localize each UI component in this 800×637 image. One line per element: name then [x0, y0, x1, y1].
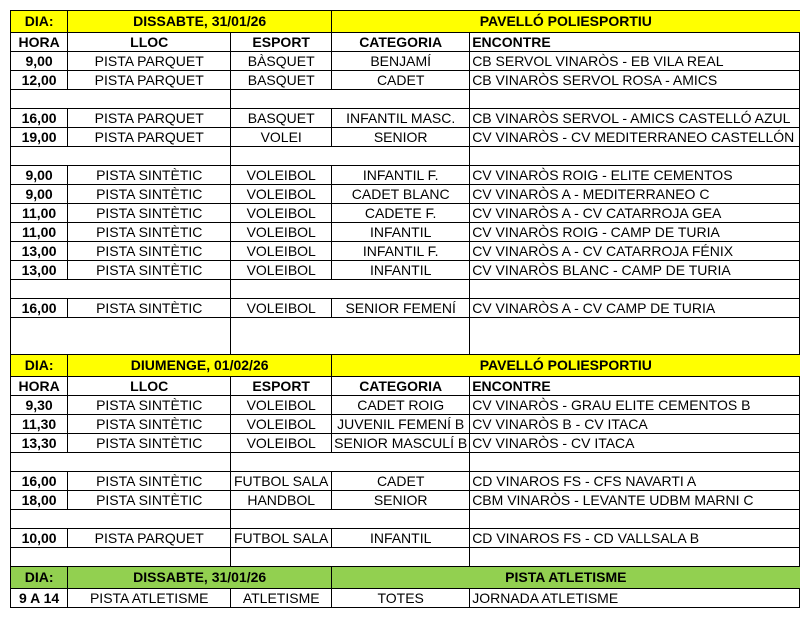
spacer-row: [11, 147, 800, 166]
cell-categoria: JUVENIL FEMENÍ B: [332, 415, 470, 434]
cell-esport: VOLEIBOL: [231, 242, 332, 261]
cell-encontre: CV VINARÒS B - CV ITACA: [470, 415, 800, 434]
spacer-cell: [470, 510, 800, 529]
schedule-sheet: [10, 10, 800, 608]
section-header: [11, 11, 800, 33]
spacer-row: [11, 318, 800, 337]
cell-lloc: PISTA ATLETISME: [68, 589, 231, 608]
spacer-cell: [11, 280, 231, 299]
column-header-encontre: ENCONTRE: [470, 33, 800, 52]
day-label: DIA:: [11, 567, 68, 589]
column-header-hora: HORA: [11, 33, 68, 52]
table-row: [11, 52, 800, 71]
cell-esport: VOLEIBOL: [231, 261, 332, 280]
cell-hora: 18,00: [11, 491, 68, 510]
cell-hora: 16,00: [11, 109, 68, 128]
spacer-cell: [11, 318, 231, 337]
column-header-categoria: CATEGORIA: [332, 33, 470, 52]
table-row: [11, 589, 800, 608]
cell-hora: 9,00: [11, 166, 68, 185]
cell-lloc: PISTA SINTÈTIC: [68, 223, 231, 242]
spacer-cell: [470, 548, 800, 567]
spacer-cell: [231, 548, 470, 567]
spacer-row: [11, 90, 800, 109]
spacer-cell: [11, 453, 231, 472]
table-row: [11, 396, 800, 415]
cell-categoria: CADETE F.: [332, 204, 470, 223]
cell-encontre: CV VINARÒS ROIG - CAMP DE TURIA: [470, 223, 800, 242]
spacer-cell: [11, 336, 231, 355]
spacer-row: [11, 548, 800, 567]
cell-encontre: CV VINARÒS BLANC - CAMP DE TURIA: [470, 261, 800, 280]
cell-lloc: PISTA SINTÈTIC: [68, 434, 231, 453]
cell-lloc: PISTA SINTÈTIC: [68, 204, 231, 223]
table-row: [11, 529, 800, 548]
cell-categoria: SENIOR MASCULÍ B: [332, 434, 470, 453]
cell-hora: 11,00: [11, 223, 68, 242]
cell-esport: VOLEIBOL: [231, 396, 332, 415]
cell-encontre: CB VINARÒS SERVOL - AMICS CASTELLÓ AZUL: [470, 109, 800, 128]
column-header-esport: ESPORT: [231, 33, 332, 52]
column-header-categoria: CATEGORIA: [332, 377, 470, 396]
cell-encontre: CV VINARÒS - CV ITACA: [470, 434, 800, 453]
cell-hora: 11,00: [11, 204, 68, 223]
cell-encontre: CV VINARÒS A - CV CATARROJA GEA: [470, 204, 800, 223]
cell-esport: VOLEIBOL: [231, 434, 332, 453]
cell-hora: 16,00: [11, 299, 68, 318]
column-header-esport: ESPORT: [231, 377, 332, 396]
cell-hora: 9 A 14: [11, 589, 68, 608]
spacer-row: [11, 336, 800, 355]
cell-esport: ATLETISME: [231, 589, 332, 608]
cell-hora: 13,00: [11, 261, 68, 280]
table-row: [11, 242, 800, 261]
spacer-cell: [231, 280, 470, 299]
table-row: [11, 223, 800, 242]
cell-esport: BÀSQUET: [231, 52, 332, 71]
cell-lloc: PISTA SINTÈTIC: [68, 396, 231, 415]
section-header: [11, 355, 800, 377]
cell-lloc: PISTA SINTÈTIC: [68, 185, 231, 204]
spacer-cell: [470, 318, 800, 337]
cell-encontre: CBM VINARÒS - LEVANTE UDBM MARNI C: [470, 491, 800, 510]
section-venue: PAVELLÓ POLIESPORTIU: [332, 355, 800, 377]
table-row: [11, 204, 800, 223]
spacer-cell: [11, 90, 231, 109]
cell-esport: BASQUET: [231, 71, 332, 90]
section-date: DISSABTE, 31/01/26: [68, 567, 332, 589]
cell-hora: 16,00: [11, 472, 68, 491]
cell-lloc: PISTA PARQUET: [68, 109, 231, 128]
cell-categoria: BENJAMÍ: [332, 52, 470, 71]
cell-categoria: INFANTIL F.: [332, 242, 470, 261]
cell-esport: VOLEIBOL: [231, 185, 332, 204]
section-header: [11, 567, 800, 589]
cell-encontre: CV VINARÒS A - CV CATARROJA FÉNIX: [470, 242, 800, 261]
cell-esport: VOLEIBOL: [231, 415, 332, 434]
cell-lloc: PISTA SINTÈTIC: [68, 491, 231, 510]
cell-esport: VOLEIBOL: [231, 166, 332, 185]
cell-esport: VOLEI: [231, 128, 332, 147]
table-row: [11, 299, 800, 318]
schedule-table: [10, 10, 800, 608]
cell-lloc: PISTA SINTÈTIC: [68, 261, 231, 280]
cell-encontre: CV VINARÒS - GRAU ELITE CEMENTOS B: [470, 396, 800, 415]
cell-encontre: CV VINARÒS A - CV CAMP DE TURIA: [470, 299, 800, 318]
cell-categoria: CADET: [332, 71, 470, 90]
cell-lloc: PISTA SINTÈTIC: [68, 242, 231, 261]
cell-hora: 9,00: [11, 52, 68, 71]
cell-esport: FUTBOL SALA: [231, 472, 332, 491]
cell-lloc: PISTA SINTÈTIC: [68, 299, 231, 318]
cell-lloc: PISTA PARQUET: [68, 529, 231, 548]
cell-encontre: CD VINAROS FS - CFS NAVARTI A: [470, 472, 800, 491]
table-row: [11, 166, 800, 185]
cell-esport: VOLEIBOL: [231, 299, 332, 318]
cell-hora: 9,00: [11, 185, 68, 204]
cell-esport: BASQUET: [231, 109, 332, 128]
cell-esport: VOLEIBOL: [231, 223, 332, 242]
table-row: [11, 491, 800, 510]
day-label: DIA:: [11, 355, 68, 377]
table-row: [11, 128, 800, 147]
cell-categoria: CADET: [332, 472, 470, 491]
cell-categoria: CADET BLANC: [332, 185, 470, 204]
cell-encontre: CV VINARÒS A - MEDITERRANEO C: [470, 185, 800, 204]
table-row: [11, 415, 800, 434]
spacer-cell: [231, 147, 470, 166]
cell-lloc: PISTA PARQUET: [68, 71, 231, 90]
cell-hora: 13,30: [11, 434, 68, 453]
cell-esport: HANDBOL: [231, 491, 332, 510]
spacer-row: [11, 510, 800, 529]
cell-encontre: JORNADA ATLETISME: [470, 589, 800, 608]
cell-categoria: INFANTIL: [332, 529, 470, 548]
cell-lloc: PISTA SINTÈTIC: [68, 472, 231, 491]
cell-esport: VOLEIBOL: [231, 204, 332, 223]
section-venue: PISTA ATLETISME: [332, 567, 800, 589]
spacer-cell: [470, 336, 800, 355]
cell-hora: 9,30: [11, 396, 68, 415]
cell-categoria: INFANTIL F.: [332, 166, 470, 185]
spacer-cell: [11, 548, 231, 567]
section-venue: PAVELLÓ POLIESPORTIU: [332, 11, 800, 33]
day-label: DIA:: [11, 11, 68, 33]
cell-lloc: PISTA SINTÈTIC: [68, 415, 231, 434]
column-header-row: [11, 377, 800, 396]
cell-categoria: INFANTIL: [332, 223, 470, 242]
spacer-cell: [11, 147, 231, 166]
column-header-lloc: LLOC: [68, 377, 231, 396]
cell-lloc: PISTA PARQUET: [68, 128, 231, 147]
spacer-row: [11, 453, 800, 472]
cell-encontre: CV VINARÒS ROIG - ELITE CEMENTOS: [470, 166, 800, 185]
spacer-cell: [231, 453, 470, 472]
cell-encontre: CB VINARÒS SERVOL ROSA - AMICS: [470, 71, 800, 90]
spacer-cell: [231, 318, 470, 337]
section-date: DISSABTE, 31/01/26: [68, 11, 332, 33]
spacer-cell: [231, 510, 470, 529]
column-header-lloc: LLOC: [68, 33, 231, 52]
table-row: [11, 434, 800, 453]
cell-categoria: INFANTIL: [332, 261, 470, 280]
cell-categoria: SENIOR: [332, 128, 470, 147]
cell-esport: FUTBOL SALA: [231, 529, 332, 548]
table-row: [11, 109, 800, 128]
cell-hora: 19,00: [11, 128, 68, 147]
spacer-cell: [470, 90, 800, 109]
cell-lloc: PISTA PARQUET: [68, 52, 231, 71]
spacer-cell: [470, 280, 800, 299]
table-row: [11, 261, 800, 280]
cell-encontre: CB SERVOL VINARÒS - EB VILA REAL: [470, 52, 800, 71]
column-header-hora: HORA: [11, 377, 68, 396]
cell-categoria: TOTES: [332, 589, 470, 608]
cell-hora: 11,30: [11, 415, 68, 434]
cell-hora: 10,00: [11, 529, 68, 548]
cell-lloc: PISTA SINTÈTIC: [68, 166, 231, 185]
spacer-cell: [231, 336, 470, 355]
table-row: [11, 71, 800, 90]
spacer-cell: [231, 90, 470, 109]
spacer-cell: [11, 510, 231, 529]
table-row: [11, 185, 800, 204]
cell-categoria: SENIOR: [332, 491, 470, 510]
cell-categoria: SENIOR FEMENÍ: [332, 299, 470, 318]
cell-hora: 12,00: [11, 71, 68, 90]
column-header-row: [11, 33, 800, 52]
spacer-cell: [470, 453, 800, 472]
cell-categoria: INFANTIL MASC.: [332, 109, 470, 128]
cell-encontre: CV VINARÒS - CV MEDITERRANEO CASTELLÓN: [470, 128, 800, 147]
column-header-encontre: ENCONTRE: [470, 377, 800, 396]
table-row: [11, 472, 800, 491]
cell-hora: 13,00: [11, 242, 68, 261]
spacer-cell: [470, 147, 800, 166]
cell-encontre: CD VINAROS FS - CD VALLSALA B: [470, 529, 800, 548]
spacer-row: [11, 280, 800, 299]
cell-categoria: CADET ROIG: [332, 396, 470, 415]
section-date: DIUMENGE, 01/02/26: [68, 355, 332, 377]
